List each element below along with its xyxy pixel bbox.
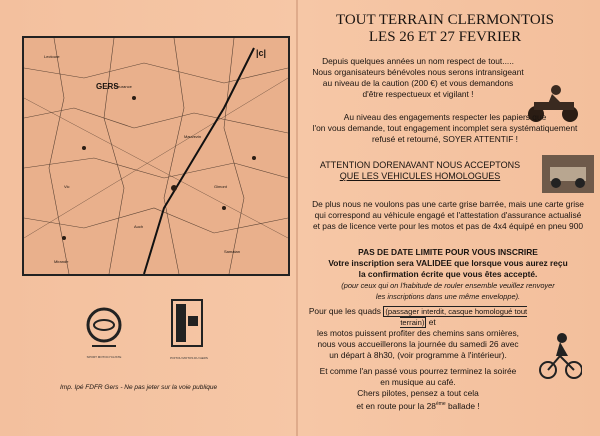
map-label: |c| — [256, 48, 267, 58]
deadline-heading: PAS DE DATE LIMITE POUR VOUS INSCRIRE — [358, 247, 538, 257]
closing-superscript: ème — [435, 401, 446, 407]
closing-text-end: ballade ! — [445, 400, 480, 411]
page-title — [330, 12, 560, 46]
logo2-caption: POITOU MOTOS DU GERS — [170, 356, 208, 360]
attention-line-1: ATTENTION DORENAVANT NOUS ACCEPTONS — [319, 160, 521, 170]
fold-line — [296, 0, 298, 436]
quads-paragraph — [300, 306, 536, 361]
title-line-1: TOUT TERRAIN CLERMONTOIS — [335, 12, 555, 28]
closing-paragraph — [300, 366, 536, 412]
para1-line: Depuis quelques années un nom respect de tout..... — [322, 56, 514, 66]
para1-line: Nous organisateurs bénévoles nous serons intransigeant — [312, 67, 524, 77]
deadline-section — [300, 247, 596, 302]
title-line-2: LES 26 ET 27 FEVRIER — [368, 29, 522, 45]
para2-line: Au niveau des engagements respecter les papiers que — [343, 112, 547, 122]
svg-text:Auch: Auch — [134, 224, 144, 229]
engagement-paragraph — [300, 112, 590, 145]
quads-suffix: et — [426, 317, 436, 327]
para2-line: refusé et retourné, SOYER ATTENTIF ! — [372, 134, 518, 144]
closing-line — [300, 399, 536, 412]
para3-line: et pas de licence verte pour les motos et pas de 4x4 équipé en pneu 900 — [312, 221, 584, 231]
attention-line-2: QUE LES VEHICULES HOMOLOGUES — [339, 171, 501, 181]
attention-notice — [300, 160, 540, 182]
quads-line — [300, 306, 536, 328]
para1-line: d'être respectueux et vigilant ! — [362, 89, 474, 99]
para5-line: un départ à 8h30, (voir programme à l'intérieur). — [329, 350, 507, 360]
svg-text:Fleurance: Fleurance — [114, 84, 132, 89]
para3-line: qui correspond au véhicule engagé et l'attestation d'assurance actualisé — [314, 210, 582, 220]
svg-text:Vic: Vic — [64, 184, 70, 189]
svg-text:Mauvezin: Mauvezin — [184, 134, 202, 139]
closing-text: et en route pour la 28 — [356, 400, 436, 411]
logo1-caption: SPORT MOTOCYCLISTE — [86, 355, 122, 359]
svg-text:Gimont: Gimont — [214, 184, 227, 189]
closing-line: Et comme l'an passé vous pourrez terminez la soirée — [319, 366, 517, 376]
deadline-line: la confirmation écrite que vous êtes accepté. — [358, 269, 538, 279]
quads-boxed-note: (passager interdit, casque homologué tout terrain) — [385, 307, 528, 327]
quads-prefix: Pour que les quads — [308, 306, 384, 316]
poitou-motos-logo — [166, 296, 212, 356]
para2-line: l'on vous demande, tout engagement incomplet sera systématiquement — [312, 123, 578, 133]
svg-text:Samatan: Samatan — [224, 249, 241, 254]
svg-text:Lectoure: Lectoure — [44, 54, 60, 59]
intro-paragraph — [300, 56, 536, 100]
route-map — [22, 36, 290, 276]
svg-text:Mirande: Mirande — [54, 259, 69, 264]
closing-line: Chers pilotes, pensez a tout cela — [357, 388, 479, 398]
map-region-label: GERS — [96, 82, 119, 91]
deadline-note: les inscriptions dans une même enveloppe). — [375, 292, 521, 301]
jeep-photo — [542, 155, 594, 193]
deadline-line: Votre inscription sera VALIDEE que lorsque vous aurez reçu — [328, 258, 568, 268]
deadline-note: (pour ceux qui on l'habitude de rouler ensemble veuillez renvoyer — [341, 281, 555, 290]
para5-line: les motos puissent profiter des chemins sans ornières, — [316, 328, 520, 338]
closing-line: en musique au café. — [380, 377, 456, 387]
para1-line: au niveau de la caution (200 €) et vous demandons — [322, 78, 514, 88]
registration-docs-paragraph — [300, 199, 596, 232]
para5-line: nous vous accueillerons la journée du samedi 26 avec — [317, 339, 519, 349]
motocross-rider-illustration — [538, 330, 582, 380]
motorcycle-club-logo — [80, 305, 128, 353]
para3-line: De plus nous ne voulons pas une carte grise barrée, mais une carte grise — [312, 199, 584, 209]
imprint: Imp. Ipé FDFR Gers - Ne pas jeter sur la voie publique — [60, 384, 218, 391]
